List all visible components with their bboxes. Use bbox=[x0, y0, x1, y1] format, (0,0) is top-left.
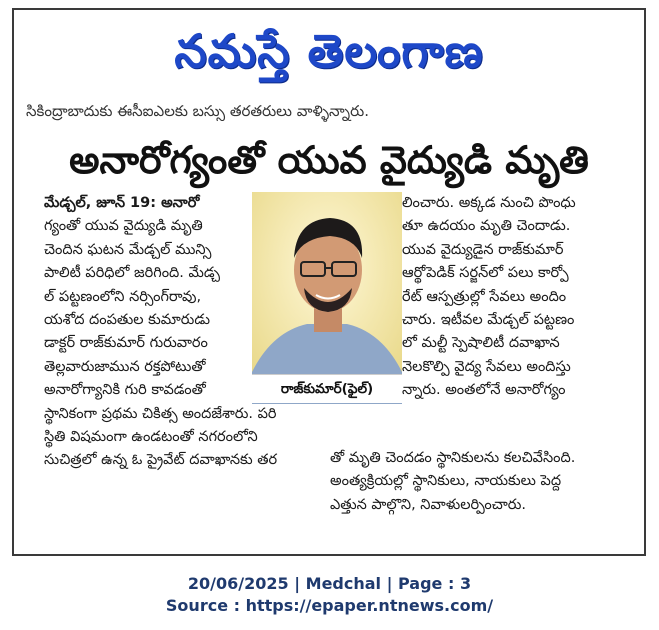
article-line: లించారు. అక్కడ నుంచి పొంధు bbox=[402, 195, 576, 211]
article-line: ఎత్తున పాల్గొని, నివాళులర్పించారు. bbox=[330, 496, 526, 513]
article-line: నెలకొల్పి వైద్య సేవలు అందిస్తు bbox=[402, 358, 571, 375]
masthead-logo: నమస్తే తెలంగాణ bbox=[174, 24, 484, 78]
article-line: మేడ్చల్, జూన్ 19: అనారో bbox=[44, 195, 200, 211]
article-line: తో మృతి చెందడం స్థానికులను కలచివేసింది. bbox=[330, 450, 576, 466]
article-line: పాలిటీ పరిధిలో జరిగింది. మేడ్చ bbox=[44, 265, 220, 282]
article-line: రేట్ ఆస్పత్రుల్లో సేవలు అందిం bbox=[402, 288, 567, 305]
article-line: డాక్టర్ రాజ్‌కుమార్ గురువారం bbox=[44, 335, 208, 352]
article-line: చారు. ఇటీవల మేడ్చల్ పట్టణం bbox=[402, 312, 575, 329]
article-column-bottom bbox=[330, 447, 626, 517]
article-line: అనారోగ్యానికి గురి కావడంతో bbox=[44, 382, 206, 399]
footer-source: Source : https://epaper.ntnews.com/ bbox=[165, 596, 494, 615]
doctor-photo bbox=[252, 192, 402, 404]
article-line: స్థానికంగా ప్రథమ చికిత్స అందజేశారు. పరి bbox=[44, 405, 277, 422]
article-line: సుచిత్రలో ఉన్న ఓ ప్రైవేట్ దవాఖానకు తర bbox=[44, 452, 278, 469]
article-headline: అనారోగ్యంతో యువ వైద్యుడి మృతి bbox=[69, 138, 589, 182]
article-line: తూ ఉదయం మృతి చెందాడు. bbox=[402, 218, 571, 235]
subheadline: సికింద్రాబాదుకు ఈసీఐఎలకు బస్సు తరతరులు వాళ్ళిన్నారు. bbox=[26, 102, 369, 120]
article-line: యువ వైద్యుడైన రాజ్‌కుమార్ bbox=[402, 241, 564, 258]
article-line: న్నారు. అంతలోనే అనారోగ్యం bbox=[402, 382, 566, 399]
article-line: తెల్లవారుజామున రక్తపోటుతో bbox=[44, 358, 206, 375]
footer-date-edition: 20/06/2025 | Medchal | Page : 3 bbox=[187, 574, 472, 593]
article-line: లో మల్టీ స్పెషాలిటీ దవాఖాన bbox=[402, 335, 560, 352]
article-line: చెందిన ఘటన మేడ్చల్ మున్సి bbox=[44, 241, 212, 258]
article-line: యశోద దంపతుల కుమారుడు bbox=[44, 312, 211, 329]
article-column-right bbox=[402, 192, 626, 403]
photo-caption: రాజ్‌కుమార్(ఫైల్) bbox=[252, 374, 402, 403]
article-line: అంత్యక్రియల్లో స్థానికులు, నాయకులు పెద్ద bbox=[330, 473, 562, 490]
article-line: ల్ పట్టణంలోని నర్సింగ్‌రావు, bbox=[44, 288, 202, 305]
article-line: గ్యంతో యువ వైద్యుడి మృతి bbox=[44, 218, 203, 235]
article-line: ఆర్థోపెడిక్ సర్జన్‌లో పలు కార్పో bbox=[402, 265, 569, 282]
article-line: స్థితి విషమంగా ఉండటంతో నగరంలోని bbox=[44, 429, 258, 446]
